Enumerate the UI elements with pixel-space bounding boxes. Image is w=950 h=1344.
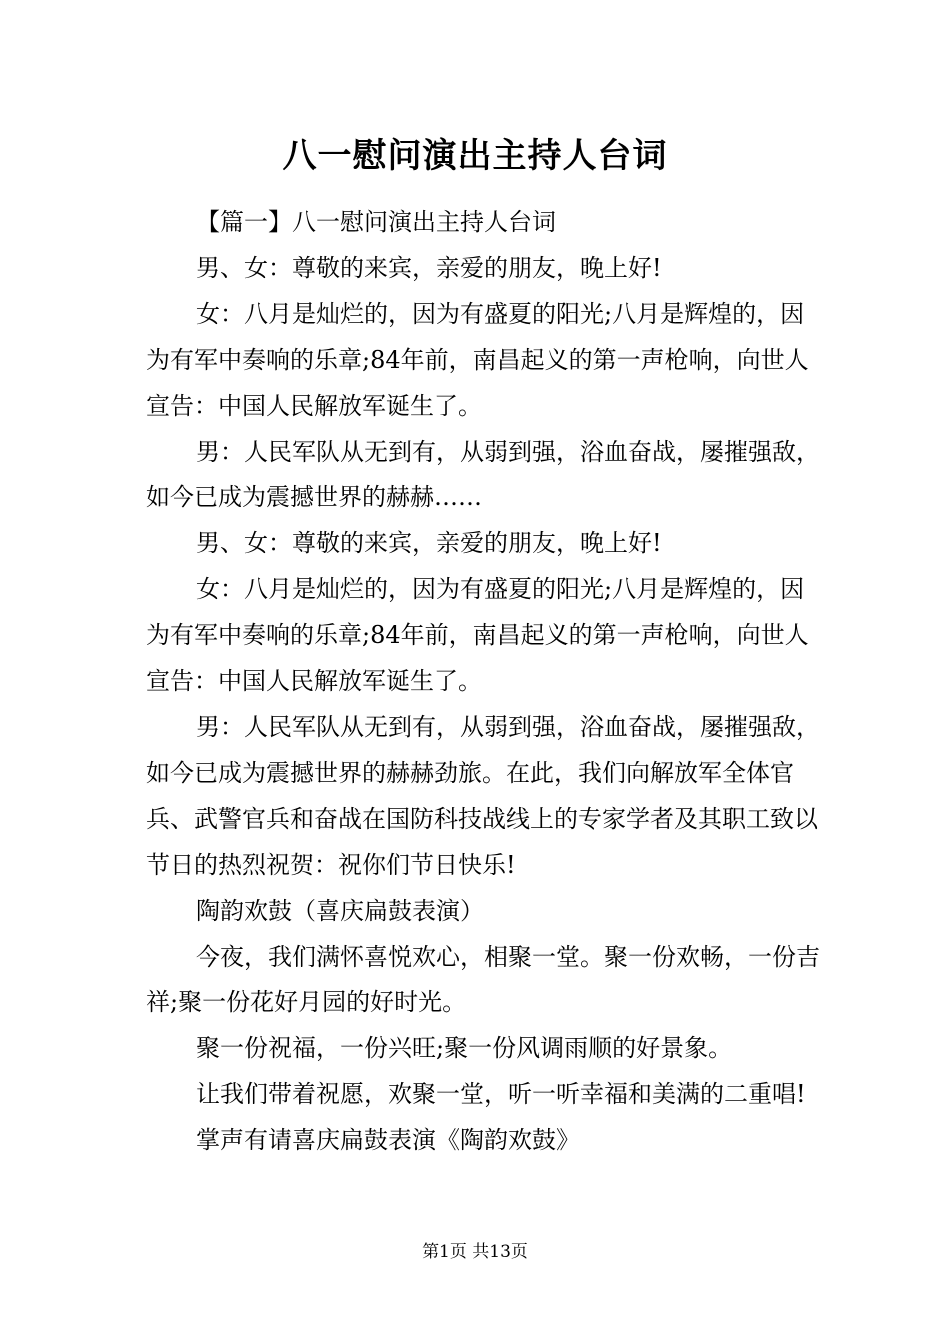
paragraph: 女：八月是灿烂的，因为有盛夏的阳光;八月是辉煌的，因为有军中奏响的乐章;84年前，南昌起义的第一声枪响，向世人宣告：中国人民解放军诞生了。 (146, 575, 809, 696)
section-heading: 【篇一】八一慰问演出主持人台词 (196, 208, 556, 236)
paragraph: 男、女：尊敬的来宾，亲爱的朋友，晚上好! (196, 253, 662, 282)
paragraph: 男：人民军队从无到有，从弱到强，浴血奋战，屡摧强敌，如今已成为震撼世界的赫赫…… (146, 437, 820, 512)
paragraph: 聚一份祝福，一份兴旺;聚一份风调雨顺的好景象。 (196, 1034, 733, 1063)
paragraph: 男、女：尊敬的来宾，亲爱的朋友，晚上好! (196, 529, 662, 558)
document-title: 八一慰问演出主持人台词 (282, 136, 668, 176)
paragraph: 女：八月是灿烂的，因为有盛夏的阳光;八月是辉煌的，因为有军中奏响的乐章;84年前，南昌起义的第一声枪响，向世人宣告：中国人民解放军诞生了。 (146, 299, 809, 420)
paragraph: 男：人民军队从无到有，从弱到强，浴血奋战，屡摧强敌，如今已成为震撼世界的赫赫劲旅。在此，我们向解放军全体官兵、武警官兵和奋战在国防科技战线上的专家学者及其职工致以节日的热烈祝贺：祝你们节日快乐! (146, 712, 820, 879)
document-body (146, 200, 822, 1164)
page-number: 第1页 共13页 (422, 1242, 528, 1262)
paragraph: 让我们带着祝愿，欢聚一堂，听一听幸福和美满的二重唱! (196, 1080, 806, 1109)
paragraph: 陶韵欢鼓（喜庆扁鼓表演） (196, 896, 484, 925)
paragraph: 今夜，我们满怀喜悦欢心，相聚一堂。聚一份欢畅，一份吉祥;聚一份花好月园的好时光。 (146, 942, 820, 1017)
paragraph: 掌声有请喜庆扁鼓表演《陶韵欢鼓》 (196, 1126, 580, 1155)
